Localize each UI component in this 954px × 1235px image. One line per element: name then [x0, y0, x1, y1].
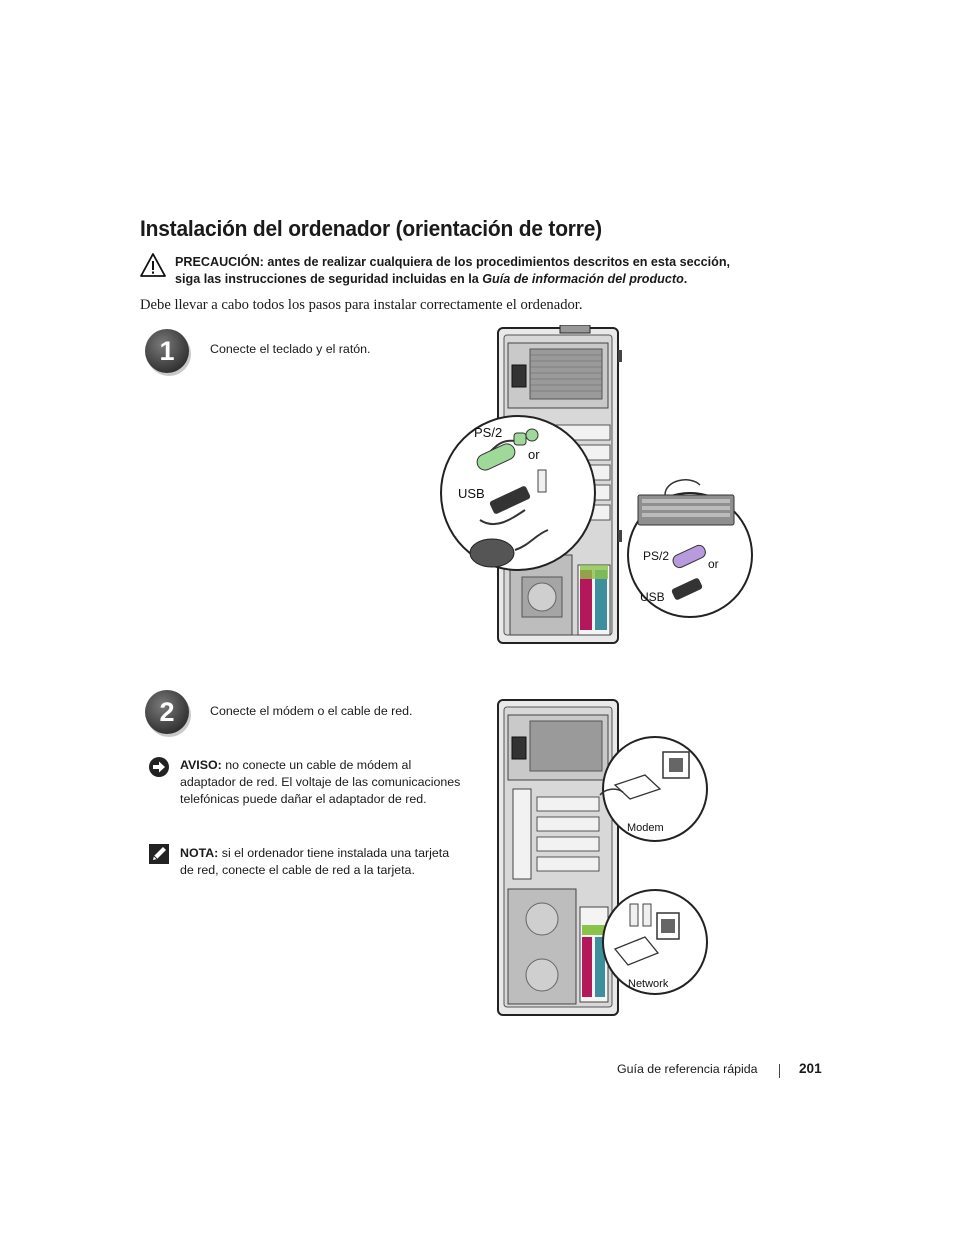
fig1-usb-right: USB — [640, 590, 665, 604]
caution-block — [140, 254, 760, 288]
notice-line3: telefónicas puede dañar el adaptador de red. — [180, 792, 427, 806]
notice-label: AVISO: — [180, 758, 222, 772]
note-line1: si el ordenador tiene instalada una tarjeta — [221, 846, 450, 860]
footer-guide-title: Guía de referencia rápida — [617, 1062, 758, 1076]
fig2-network-label: Network — [628, 978, 669, 990]
step-1-text: Conecte el teclado y el ratón. — [210, 342, 371, 356]
fig1-ps2-left: PS/2 — [474, 425, 503, 440]
note-pencil-icon — [148, 843, 170, 865]
step-2-text: Conecte el módem o el cable de red. — [210, 704, 413, 718]
step-2-number: 2 — [159, 697, 175, 727]
fig1-or-right: or — [708, 557, 719, 571]
fig1-or-left: or — [528, 447, 540, 462]
caution-text-suffix: . — [683, 272, 688, 286]
note-line2: de red, conecte el cable de red a la tarjeta. — [180, 863, 415, 877]
step-1-badge — [143, 327, 193, 377]
notice-line1: no conecte un cable de módem al — [225, 758, 412, 772]
caution-text-line2: siga las instrucciones de seguridad incluidas en la — [175, 272, 483, 286]
page-title: Instalación del ordenador (orientación de torre) — [140, 216, 602, 241]
notice-line2: adaptador de red. El voltaje de las comunicaciones — [180, 775, 461, 789]
fig1-ps2-right: PS/2 — [643, 549, 670, 563]
notice-arrow-icon — [148, 756, 170, 778]
step-2-badge — [143, 688, 193, 738]
step-2-figure — [495, 697, 710, 1019]
step-1-figure — [440, 325, 755, 647]
caution-label: PRECAUCIÓN: — [175, 255, 264, 269]
footer-separator — [779, 1064, 780, 1078]
caution-guide-reference: Guía de información del producto — [482, 272, 684, 286]
intro-text: Debe llevar a cabo todos los pasos para instalar correctamente el ordenador. — [140, 297, 583, 313]
notice-block — [180, 757, 480, 808]
note-label: NOTA: — [180, 846, 219, 860]
page-number: 201 — [799, 1061, 822, 1076]
fig1-usb-left: USB — [458, 486, 485, 501]
step-1-number: 1 — [159, 336, 175, 366]
fig2-modem-label: Modem — [627, 822, 664, 834]
caution-text-line1: antes de realizar cualquiera de los procedimientos descritos en esta sección, — [267, 255, 731, 269]
note-block — [180, 845, 480, 879]
